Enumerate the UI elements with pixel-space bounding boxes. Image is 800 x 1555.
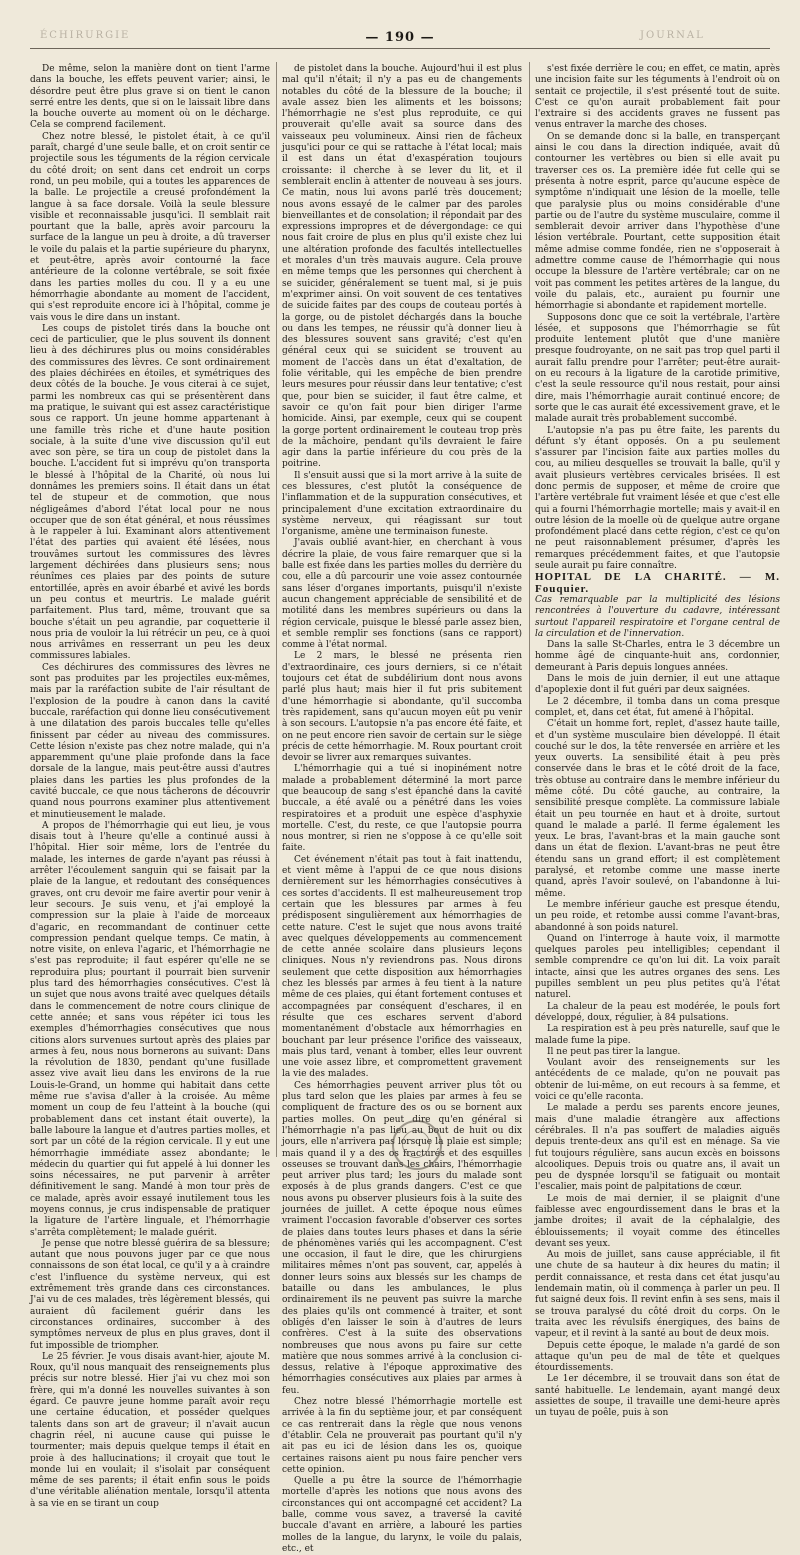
paragraph: On se demande donc si la balle, en transperçant ainsi le cou dans la direction indiquée, avait dû contourner les vertèbres ou bien si elle avait pu traverser ces os. La première idée fut celle qui se présenta à notre esprit, parce qu'aucune espèce de symptôme n'indiquait une lésion de la moelle, telle que paralysie plus ou moins considérable d'une partie ou de l'autre du système musculaire, comme il semblerait devoir arriver dans l'hypothèse d'une lésion vertébrale. Pourtant, cette supposition était même admise comme fondée, rien ne s'opposerait à admettre comme cause de l'hémorrhagie qui nous occupe la blessure de l'artère vertébrale; car on ne voit pas comment les petites artères de la langue, du voile du palais, etc., auraient pu fournir une hémorrhagie si abondante et rapidement mortelle. [535,131,780,312]
page-header [0,20,800,46]
column-1 [30,64,270,1509]
paragraph: Les coups de pistolet tirés dans la bouche ont ceci de particulier, que le plus souvent ils donnent lieu à des déchirures plus ou moins considérables des commissures des lèvres. Ce sont ordinairement des plaies déchirées en étoiles, et symétriques des deux côtés de la bouche. Je vous citerai à ce sujet, parmi les nombreux cas qui se présentèrent dans ma pratique, le suivant qui est assez caractéristique sous ce rapport. Un jeune homme appartenant à une famille très riche et d'une haute position sociale, à la suite d'une vive discussion qu'il eut avec son père, se tira un coup de pistolet dans la bouche. L'accident fut si imprévu qu'on transporta le blessé à l'hôpital de la Charité, où nous lui donnâmes les premiers soins. Il était dans un état tel de stupeur et de commotion, que nous négligeâmes d'abord l'état local pour ne nous occuper que de son état général, et nous réussîmes à le rappeler à lui. Examinant alors attentivement l'état des parties qui avaient été lésées, nous trouvâmes surtout les commissures des lèvres largement déchirées dans plusieurs sens; nous réunîmes ces plaies par des points de suture entortillée, après en avoir ébarbé et avivé les bords un peu contus et meurtris. Le malade guérit parfaitement. Plus tard, même, trouvant que sa bouche s'était un peu agrandie, par coquetterie il nous pria de vouloir la lui rétrécir un peu, ce à quoi nous arrivâmes en resserrant un peu les deux commissures labiales. [30,323,270,662]
paragraph: de pistolet dans la bouche. Aujourd'hui il est plus mal qu'il n'était; il n'y a pas eu de changements notables du côté de la blessure de la bouche; il avale assez bien les aliments et les boissons; l'hémorrhagie ne s'est plus reproduite, ce qui prouverait qu'elle avait sa source dans des vaisseaux peu volumineux. Ainsi rien de fâcheux jusqu'ici pour ce qui se rattache à l'état local; mais il est dans un état d'exaspération toujours croissante: il cherche à se lever du lit, et il semblerait enclin à attenter de nouveau à ses jours. Ce matin, nous lui avons parlé très doucement; nous avons essayé de le calmer par des paroles bienveillantes et de consolation; il répondait par des expressions impropres et de dévergondage: ce qui nous fait croire de plus en plus qu'il existe chez lui une altération profonde des facultés intellectuelles et morales d'un très mauvais augure. Cela prouve en même temps que les personnes qui cherchent à se suicider, généralement se tuent mal, si je puis m'exprimer ainsi. On voit souvent de ces tentatives de suicide faites par des coups de couteau portés à la gorge, ou de pistolet déchargés dans la bouche ou dans les tempes, ne réussir qu'à donner lieu à des blessures souvent sans gravité; c'est qu'en général ceux qui se suicident se trouvent au moment de l'accès dans un état d'exaltation, de folie véritable, qui les empêche de bien prendre leurs mesures pour réussir dans leur tentative; c'est que, pour bien se suicider, il faut être calme, et savoir ce qu'on fait pour bien diriger l'arme homicide. Ainsi, par exemple, ceux qui se coupent la gorge portent ordinairement le couteau trop près de la mâchoire, pendant qu'ils devraient le faire agir dans la partie inférieure du cou près de la poitrine. [282,64,522,470]
paragraph: Il ne peut pas tirer la langue. [547,1046,681,1057]
column-divider-1 [276,62,277,1157]
paragraph: Le 25 février. Je vous disais avant-hier, ajoute M. Roux, qu'il nous manquait des renseignements plus précis sur notre blessé. Hier j'ai vu chez moi son frère, qui m'a donné les nouvelles suivantes à son égard. Ce pauvre jeune homme paraît avoir reçu une certaine éducation, et posséder quelques talents dans son art de graveur; il n'avait aucun chagrin réel, ni aucune cause qui puisse le tourmenter; mais depuis quelque temps il était en proie à des hallucinations; il croyait que tout le monde lui en voulait; il s'isolait par conséquent même de ses parents; il était enfin sous le poids d'une véritable aliénation mentale, lorsqu'il attenta à sa vie en se tirant un coup [30,1351,270,1509]
paragraph: Je pense que notre blessé guérira de sa blessure; autant que nous pouvons juger par ce que nous connaissons de son état local, ce qu'il y a à craindre c'est l'influence du système nerveux, qui est extrêmement très grande dans ces circonstances. J'ai vu de ces malades, très légèrement blessés, qui auraient dû facilement guérir dans les circonstances ordinaires, succomber à des symptômes nerveux de plus en plus graves, dont il fut impossible de triompher. [30,1238,270,1351]
bleed-through-text-left: ÉCHIRURGIE [40,30,131,41]
page-number: — 190 — [365,30,435,45]
paragraph: De même, selon la manière dont on tient l'arme dans la bouche, les effets peuvent varier; ainsi, le désordre peut être plus grave si on tient le canon serré entre les dents, que si on le laissait libre dans la bouche ouverte au moment où on le décharge. Cela se comprend facilement. [30,64,270,131]
paragraph: J'avais oublié avant-hier, en cherchant à vous décrire la plaie, de vous faire remarquer que si la balle est fixée dans les parties molles du derrière du cou, elle a dû parcourir une voie assez contournée sans léser d'organes importants, puisqu'il n'existe aucun changement appréciable de sensibilité et de motilité dans les membres supérieurs ou dans la région cervicale, puisque le blessé parle assez bien, et semble remplir ses fonctions (sans ce rapport) comme à l'état normal. [282,538,522,651]
paragraph: Le malade a perdu ses parents encore jeunes, mais d'une maladie étrangère aux affections cérébrales. Il n'a pas souffert de maladies aiguës depuis trente-deux ans qu'il est en ménage. Sa vie fut toujours régulière, sans aucun excès en boissons alcooliques. Depuis trois ou quatre ans, il avait un peu de dyspnée lorsqu'il se fatiguait ou montait l'escalier, mais point de palpitations de cœur. [535,1103,780,1193]
paragraph: Le 2 mars, le blessé ne présenta rien d'extraordinaire, ces jours derniers, si ce n'était toujours cet état de subdélirium dont nous avons parlé plus haut; mais hier il fut pris subitement d'une hémorrhagie si abondante, qu'il succomba très rapidement, sans qu'aucun moyen eût pu venir à son secours. L'autopsie n'a pas encore été faite, et on ne peut encore rien savoir de certain sur le siège précis de cette hémorrhagie. M. Roux pourtant croit devoir se livrer aux remarques suivantes. [282,651,522,764]
paragraph: Quand on l'interroge à haute voix, il marmotte quelques paroles peu intelligibles; cependant il semble comprendre ce qu'on lui dit. La voix paraît intacte, ainsi que les autres organes des sens. Les pupilles semblent un peu plus petites qu'à l'état naturel. [535,933,780,1001]
header-rule [30,48,770,49]
paragraph: L'hémorrhagie qui a tué si inopinément notre malade a probablement déterminé la mort parce que beaucoup de sang s'est épanché dans la cavité buccale, a été avalé ou a pénétré dans les voies respiratoires et a produit une espèce d'asphyxie mortelle. C'est, du reste, ce que l'autopsie pourra nous montrer, si rien ne s'oppose à ce qu'elle soit faite. [282,764,522,854]
paragraph: Chez notre blessé, le pistolet était, à ce qu'il paraît, chargé d'une seule balle, et on croit sentir ce projectile sous les téguments de la région cervicale du côté droit; on sent dans cet endroit un corps rond, un peu mobile, qui a toutes les apparences de la balle. Le projectile a creusé profondément la langue à sa face dorsale. Voilà la seule blessure visible et reconnaissable jusqu'ici. Il semblait rait pourtant que la balle, après avoir parcouru la surface de la langue un peu à droite, a dû traverser le voile du palais et la partie supérieure du pharynx, et peut-être, après avoir contourné la face antérieure de la colonne vertébrale, se soit fixée dans les parties molles du cou. Il y a eu une hémorrhagie abondante au moment de l'accident, qui s'est reproduite encore ici à l'hôpital, comme je vais vous le dire dans un instant. [30,131,270,323]
paragraph: C'était un homme fort, replet, d'assez haute taille, et d'un système musculaire bien développé. Il était couché sur le dos, la tête renversée en arrière et les yeux ouverts. La sensibilité était à peu près conservée dans le bras et le côté droit de la face, très obtuse au contraire dans le membre inférieur du même côté. Du côté gauche, au contraire, la sensibilité presque complète. La commissure labiale était un peu tournée en haut et à droite, surtout quand le malade a parlé. Il ferme également les yeux. Le bras, l'avant-bras et la main gauche sont dans un état de flexion. L'avant-bras ne peut être étendu sans un grand effort; il est complètement paralysé, et retombe comme une masse inerte quand, après l'avoir soulevé, on l'abandonne à lui-même. [535,719,780,899]
column-3 [535,64,780,1419]
paragraph: La respiration est à peu près naturelle, sauf que le malade fume la pipe. [535,1024,780,1046]
paragraph: Supposons donc que ce soit la vertébrale, l'artère lésée, et supposons que l'hémorrhagie se fût produite lentement plutôt que d'une manière presque foudroyante, on ne sait pas trop quel parti il aurait fallu prendre pour l'arrêter; peut-être aurait-on eu recours à la ligature de la carotide primitive, c'est la seule ressource qu'il nous restait, pour ainsi dire, mais l'hémorrhagie aurait continué encore; de sorte que le cas aurait été excessivement grave, et le malade aurait très probablement succombé. [535,312,780,425]
paragraph: Dans le mois de juin dernier, il eut une attaque d'apoplexie dont il fut guéri par deux saignées. [535,674,780,696]
paragraph: Cet événement n'était pas tout à fait inattendu, et vient même à l'appui de ce que nous disions dernièrement sur les hémorrhagies consécutives à ces sortes d'accidents. Il est malheureusement trop certain que les blessures par armes à feu prédisposent singulièrement aux hémorrhagies de cette nature. C'est le sujet que nous avons traité avec quelques développements au commencement de cette année scolaire dans plusieurs leçons cliniques. Nous n'y reviendrons pas. Nous dirons seulement que cette disposition aux hémorrhagies chez les blessés par armes à feu tient à la nature même de ces plaies, qui étant fortement contuses et accompagnées par conséquent d'eschares, il en résulte que ces eschares servent d'abord momentanément d'obstacle aux hémorrhagies en bouchant par leur présence l'orifice des vaisseaux, mais plus tard, venant à tomber, elles leur ouvrent une voie assez libre, et compromettent gravement la vie des malades. [282,854,522,1080]
column-divider-2 [529,62,530,1157]
paragraph: Dans la salle St-Charles, entra le 3 décembre un homme âgé de cinquante-huit ans, cordonnier, demeurant à Paris depuis longues années. [535,640,780,673]
paragraph: La chaleur de la peau est modérée, le pouls fort développé, doux, régulier, à 84 pulsations. [535,1001,780,1023]
paragraph: Ces déchirures des commissures des lèvres ne sont pas produites par les projectiles eux-mêmes, mais par la raréfaction subite de l'air résultant de l'explosion de la poudre à canon dans la cavité buccale, raréfaction qui donne lieu consécutivement à une dilatation des parois buccales telle qu'elles finissent par céder au niveau des commissures. Cette lésion n'existe pas chez notre malade, qui n'a apparemment qu'une plaie profonde dans la face dorsale de la langue, mais peut-être aussi d'autres plaies dans les parties les plus profondes de la cavité buccale, ce que nous tâcherons de découvrir quand nous pourrons examiner plus attentivement et minutieusement le malade. [30,662,270,820]
paragraph: Le mois de mai dernier, il se plaignit d'une faiblesse avec engourdissement dans le bras et la jambe droites; il avait de la céphalalgie, des éblouissements; il voyait comme des étincelles devant ses yeux. [535,1193,780,1249]
bleed-through-text-right: JOURNAL [640,30,705,41]
paragraph: Chez notre blessé l'hémorrhagie mortelle est arrivée à la fin du septième jour, et par conséquent ce cas rentrerait dans la règle que nous venons d'établir. Cela ne prouverait pas pourtant qu'il n'y ait pas eu ici de lésion dans les os, quoique certaines raisons aient pu nous faire pencher vers cette opinion. [282,1397,522,1475]
section-heading: HOPITAL DE LA CHARITÉ. — M. Fouquier. [535,571,780,595]
paragraph: Depuis cette époque, le malade n'a gardé de son attaque qu'un peu de mal de tête et quelques étourdissements. [535,1340,780,1374]
paragraph: Il s'ensuit aussi que si la mort arrive à la suite de ces blessures, c'est plutôt la conséquence de l'inflammation et de la suppuration consécutives, et principalement d'une excitation extraordinaire du système nerveux, qui réagissant sur tout l'organisme, amène une terminaison funeste. [282,470,522,538]
paragraph: Le 1er décembre, il se trouvait dans son état de santé habituelle. Le lendemain, ayant mangé deux assiettes de soupe, il travaille une demi-heure après un tuyau de poêle, puis à son [535,1374,780,1419]
paragraph: Le 2 décembre, il tomba dans un coma presque complet, et, dans cet état, fut amené à l'hôpital. [535,696,780,718]
paragraph: L'autopsie n'a pas pu être faite, les parents du défunt s'y étant opposés. On a pu seulement s'assurer par l'incision faite aux parties molles du cou, au milieu desquelles se trouvait la balle, qu'il y avait plusieurs vertèbres cervicales brisées. Il est donc permis de supposer, et même de croire que l'artère vertébrale fut vraiment lésée et que c'est elle qui a fourni l'hémorrhagie mortelle; mais y avait-il en outre lésion de la moelle où de quelque autre organe profondément placé dans cette région, c'est ce qu'on ne peut raisonnablement présumer, d'après les remarques précédemment faites, et que l'autopsie seule aurait pu faire connaître. [535,425,780,572]
library-stamp [392,1120,442,1170]
paragraph: Au mois de juillet, sans cause appréciable, il fit une chute de sa hauteur à dix heures du matin; il perdit connaissance, et resta dans cet état jusqu'au lendemain matin, où il commença à parler un peu. Il fut saigné deux fois. Il revint enfin à ses sens, mais il se trouva paralysé du côté droit du corps. On le traita avec les révulsifs énergiques, des bains de vapeur, et il revint à la santé au bout de deux mois. [535,1250,780,1340]
paragraph: A propos de l'hémorrhagie qui eut lieu, je vous disais tout à l'heure qu'elle a continué aussi à l'hôpital. Hier soir même, lors de l'entrée du malade, les internes de garde n'ayant pas réussi à arrêter l'écoulement sanguin qui se faisait par la plaie de la langue, et redoutant des conséquences graves, ont cru devoir me faire avertir pour venir à leur secours. Je suis venu, et j'ai employé la compression sur la plaie à l'aide de morceaux d'agaric, en recommandant de continuer cette compression pendant quelque temps. Ce matin, à notre visite, on enleva l'agaric, et l'hémorrhagie ne s'est pas reproduite; il faut espérer qu'elle ne se reproduira plus; pourtant il pourrait bien survenir plus tard des hémorrhagies consécutives. C'est là un sujet que nous avons traité avec quelques détails dans le commencement de notre cours clinique de cette année; et sans vous répéter ici tous les exemples d'hémorrhagies consécutives que nous citions alors survenues surtout après des plaies par armes à feu, nous nous bornerons au suivant: Dans la révolution de 1830, pendant qu'une fusillade assez vive avait lieu dans les environs de la rue Louis-le-Grand, un homme qui habitait dans cette même rue s'avisa d'aller à la croisée. Au même moment un coup de feu l'atteint à la bouche (qui probablement dans cet instant était ouverte), la balle laboure la langue et d'autres parties molles, et sort par un côté de la région cervicale. Il y eut une hémorrhagie immédiate assez abondante; le médecin du quartier qui fut appelé à lui donner les soins nécessaires, ne put parvenir à arrêter définitivement le sang. Mandé à mon tour près de ce malade, après avoir essayé inutilement tous les moyens connus, je crus indispensable de pratiquer la ligature de l'artère linguale, et l'hémorrhagie s'arrêta complètement; le malade guérit. [30,820,270,1238]
paragraph: Le membre inférieur gauche est presque étendu, un peu roide, et retombe aussi comme l'avant-bras, abandonné à son poids naturel. [535,899,780,933]
column-2 [282,64,522,1554]
paragraph: Voulant avoir des renseignements sur les antécédents de ce malade, qu'on ne pouvait pas obtenir de lui-même, on eut recours à sa femme, et voici ce qu'elle raconta. [535,1058,780,1103]
paragraph: s'est fixée derrière le cou; en effet, ce matin, après une incision faite sur les téguments à l'endroit où on sentait ce projectile, il s'est présenté tout de suite. C'est ce qu'on aurait probablement fait pour l'extraire si des accidents graves ne fussent pas venus entraver la marche des choses. [535,64,780,131]
section-subtitle: Cas remarquable par la multiplicité des lésions rencontrées à l'ouverture du cadavre, intéressant surtout l'appareil respiratoire et l'organe central de la circulation et de l'innervation. [535,594,780,639]
paragraph: Ces hémorrhagies peuvent arriver plus tôt ou plus tard selon que les plaies par armes à feu se compliquent de fracture des os ou se bornent aux parties molles. On peut dire qu'en général si l'hémorrhagie n'a pas lieu au bout de huit ou dix jours, elle n'arrivera pas lorsque la plaie est simple; mais quand il y a des os fracturés et des esquilles osseuses se trouvant dans les chairs, l'hémorrhagie peut arriver plus tard; les jours du malade sont exposés à de plus grands dangers. C'est ce que nous avons pu observer plusieurs fois à la suite des journées de juillet. A cette époque nous eûmes vraiment l'occasion favorable d'observer ces sortes de plaies dans toutes leurs phases et dans la série de phénomènes variés qui les accompagnent. C'est une occasion, il faut le dire, que les chirurgiens militaires mêmes n'ont pas souvent, car, appelés à donner leurs soins aux blessés sur les champs de bataille ou dans les ambulances, le plus ordinairement ils ne peuvent pas suivre la marche des plaies qu'ils ont commencé à traiter, et sont obligés d'en laisser le soin à d'autres de leurs confrères. C'est à la suite des observations nombreuses que nous avons pu faire sur cette matière que nous sommes arrivé à la conclusion ci-dessus, relative à l'époque approximative des hémorrhagies consécutives aux plaies par armes à feu. [282,1080,522,1396]
paragraph: Quelle a pu être la source de l'hémorrhagie mortelle d'après les notions que nous avons des circonstances qui ont accompagné cet accident? La balle, comme vous savez, a traversé la cavité buccale d'avant en arrière, a labouré les parties molles de la langue, du larynx, le voile du palais, etc., et [282,1476,522,1554]
